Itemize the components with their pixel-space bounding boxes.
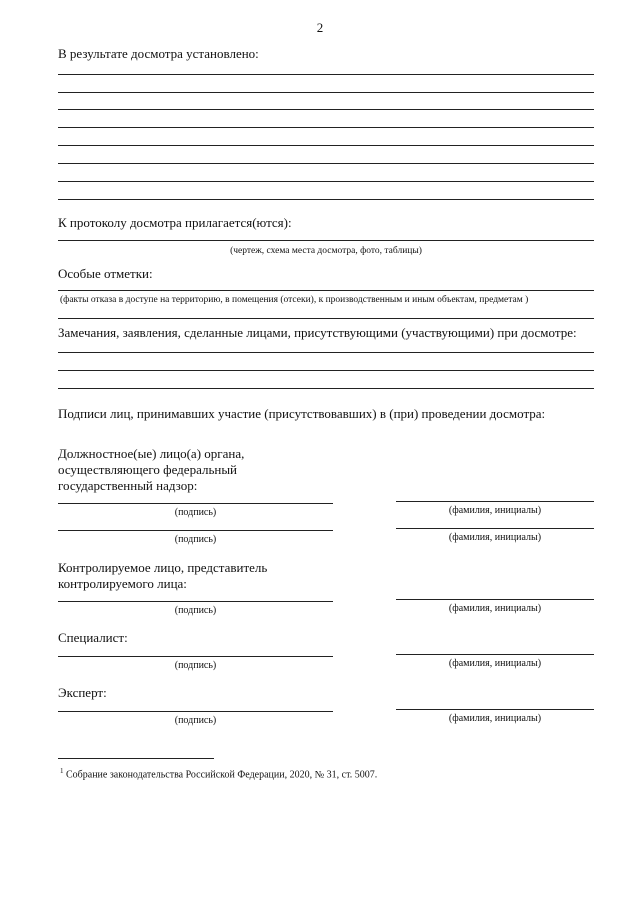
controlled-signature-line [58,601,333,602]
result-line-2 [58,92,594,93]
officials-name-line-1 [396,501,594,502]
expert-name-caption: (фамилия, инициалы) [448,713,542,724]
attached-line [58,240,594,241]
result-line-6 [58,163,594,164]
result-line-1 [58,74,594,75]
attached-title: К протоколу досмотра прилагается(ются): [58,215,292,230]
controlled-name-caption: (фамилия, инициалы) [448,603,542,614]
footnote-separator [58,758,214,759]
expert-label: Эксперт: [58,685,107,700]
remarks-line-3 [58,388,594,389]
expert-signature-caption: (подпись) [174,715,217,726]
officials-label-line-3: государственный надзор: [58,478,198,493]
special-hint: (факты отказа в доступе на территорию, в помещения (отсеки), к производственным и иным объектам, предметам ) [60,295,529,305]
remarks-title: Замечания, заявления, сделанные лицами, присутствующими (участвующими) при досмотре: [58,325,577,340]
specialist-signature-caption: (подпись) [174,660,217,671]
remarks-line-2 [58,370,594,371]
specialist-name-line [396,654,594,655]
expert-signature-line [58,711,333,712]
controlled-name-line [396,599,594,600]
result-title: В результате досмотра установлено: [58,46,259,61]
page-number: 2 [316,20,324,35]
special-line-2 [58,318,594,319]
footnote [60,765,377,781]
controlled-signature-caption: (подпись) [174,605,217,616]
result-line-8 [58,199,594,200]
officials-label-line-1: Должностное(ые) лицо(а) органа, [58,446,245,461]
remarks-line-1 [58,352,594,353]
controlled-label-line-1: Контролируемое лицо, представитель [58,560,268,575]
officials-signature-caption-1: (подпись) [174,507,217,518]
officials-name-line-2 [396,528,594,529]
signatures-title: Подписи лиц, принимавших участие (присутствовавших) в (при) проведении досмотра: [58,406,546,421]
specialist-name-caption: (фамилия, инициалы) [448,658,542,669]
result-line-4 [58,127,594,128]
specialist-signature-line [58,656,333,657]
footnote-mark: 1 [60,767,64,775]
result-line-3 [58,109,594,110]
officials-name-caption-2: (фамилия, инициалы) [448,532,542,543]
officials-signature-caption-2: (подпись) [174,534,217,545]
footnote-text: Собрание законодательства Российской Федерации, 2020, № 31, ст. 5007. [66,769,378,781]
officials-signature-line-1 [58,503,333,504]
officials-label-line-2: осуществляющего федеральный [58,462,238,477]
special-title: Особые отметки: [58,266,153,281]
controlled-label-line-2: контролируемого лица: [58,576,187,591]
officials-name-caption-1: (фамилия, инициалы) [448,505,542,516]
result-line-5 [58,145,594,146]
expert-name-line [396,709,594,710]
result-line-7 [58,181,594,182]
specialist-label: Специалист: [58,630,128,645]
officials-signature-line-2 [58,530,333,531]
attached-hint: (чертеж, схема места досмотра, фото, таблицы) [230,246,422,256]
special-line-1 [58,290,594,291]
